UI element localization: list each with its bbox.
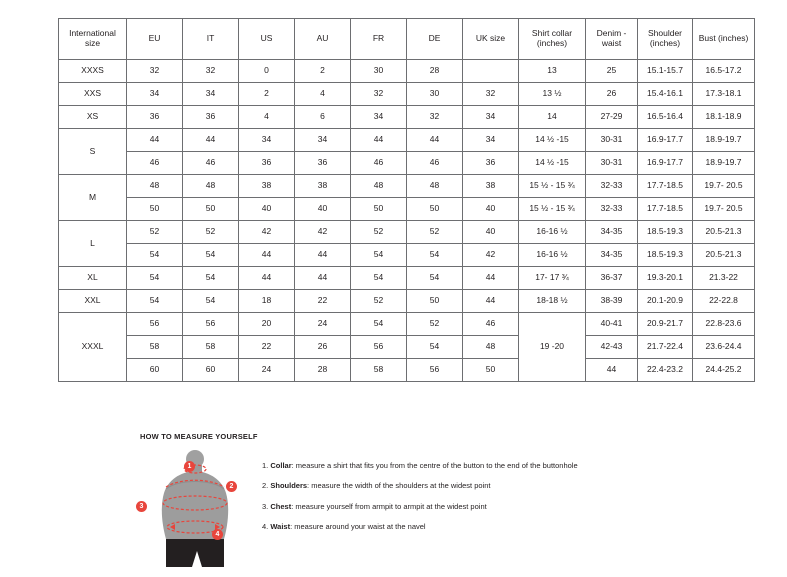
cell-de: 50: [407, 290, 463, 313]
column-header-it: IT: [183, 19, 239, 60]
cell-eu: 60: [127, 359, 183, 382]
column-header-eu: EU: [127, 19, 183, 60]
cell-uk: [463, 60, 519, 83]
cell-fr: 48: [351, 175, 407, 198]
cell-de: 46: [407, 152, 463, 175]
cell-uk: 32: [463, 83, 519, 106]
cell-de: 48: [407, 175, 463, 198]
cell-shirt-collar: 16-16 ½: [519, 221, 586, 244]
cell-us: 40: [239, 198, 295, 221]
cell-denim-waist: 32-33: [586, 198, 638, 221]
cell-de: 54: [407, 267, 463, 290]
cell-au: 44: [295, 244, 351, 267]
body-measurement-diagram: [140, 447, 250, 572]
size-table-container: [58, 18, 749, 382]
cell-bust: 16.5-17.2: [693, 60, 755, 83]
cell-eu: 58: [127, 336, 183, 359]
measure-step-collar: [262, 461, 578, 470]
step-label: Waist: [270, 522, 291, 532]
cell-au: 28: [295, 359, 351, 382]
cell-shoulder: 15.1-15.7: [638, 60, 693, 83]
step-label: Shoulders: [270, 481, 308, 491]
cell-denim-waist: 42-43: [586, 336, 638, 359]
cell-it: 48: [183, 175, 239, 198]
cell-uk: 36: [463, 152, 519, 175]
cell-fr: 52: [351, 290, 407, 313]
cell-denim-waist: 38-39: [586, 290, 638, 313]
cell-shirt-collar: 16-16 ½: [519, 244, 586, 267]
cell-shoulder: 17.7-18.5: [638, 198, 693, 221]
diagram-marker-2: 2: [226, 481, 237, 492]
cell-us: 36: [239, 152, 295, 175]
table-row: [59, 152, 755, 175]
cell-uk: 46: [463, 313, 519, 336]
cell-fr: 50: [351, 198, 407, 221]
cell-shirt-collar: 15 ½ - 15 ¾: [519, 198, 586, 221]
how-to-measure-section: [140, 432, 740, 572]
column-header-uk-size: UK size: [463, 19, 519, 60]
how-to-measure-title: HOW TO MEASURE YOURSELF: [140, 432, 258, 441]
cell-denim-waist: 34-35: [586, 244, 638, 267]
cell-au: 6: [295, 106, 351, 129]
cell-de: 44: [407, 129, 463, 152]
cell-denim-waist: 34-35: [586, 221, 638, 244]
cell-bust: 18.9-19.7: [693, 129, 755, 152]
cell-it: 58: [183, 336, 239, 359]
cell-de: 56: [407, 359, 463, 382]
table-row: [59, 313, 755, 336]
cell-shirt-collar: 15 ½ - 15 ¾: [519, 175, 586, 198]
cell-au: 26: [295, 336, 351, 359]
cell-bust: 21.3-22: [693, 267, 755, 290]
step-number: 2.: [262, 481, 269, 491]
cell-fr: 54: [351, 313, 407, 336]
cell-us: 44: [239, 267, 295, 290]
cell-it: 54: [183, 267, 239, 290]
cell-au: 42: [295, 221, 351, 244]
cell-bust: 18.9-19.7: [693, 152, 755, 175]
cell-fr: 30: [351, 60, 407, 83]
cell-fr: 54: [351, 244, 407, 267]
cell-shirt-collar: 19 -20: [519, 313, 586, 382]
cell-eu: 54: [127, 267, 183, 290]
cell-au: 40: [295, 198, 351, 221]
size-table-header: [59, 19, 755, 60]
column-header-us: US: [239, 19, 295, 60]
cell-eu: 44: [127, 129, 183, 152]
cell-denim-waist: 44: [586, 359, 638, 382]
cell-shoulder: 18.5-19.3: [638, 244, 693, 267]
cell-shirt-collar: 14 ½ -15: [519, 129, 586, 152]
step-label: Chest: [270, 501, 292, 511]
cell-us: 24: [239, 359, 295, 382]
table-row: [59, 244, 755, 267]
cell-eu: 34: [127, 83, 183, 106]
cell-us: 38: [239, 175, 295, 198]
cell-shoulder: 19.3-20.1: [638, 267, 693, 290]
cell-us: 42: [239, 221, 295, 244]
cell-denim-waist: 36-37: [586, 267, 638, 290]
cell-au: 24: [295, 313, 351, 336]
table-row: [59, 336, 755, 359]
table-row: [59, 106, 755, 129]
cell-it: 36: [183, 106, 239, 129]
cell-shirt-collar: 14: [519, 106, 586, 129]
cell-it: 56: [183, 313, 239, 336]
diagram-marker-4: 4: [212, 529, 223, 540]
cell-uk: 44: [463, 267, 519, 290]
cell-eu: 32: [127, 60, 183, 83]
cell-denim-waist: 30-31: [586, 152, 638, 175]
cell-eu: 56: [127, 313, 183, 336]
cell-fr: 32: [351, 83, 407, 106]
cell-it: 54: [183, 244, 239, 267]
cell-shoulder: 16.5-16.4: [638, 106, 693, 129]
cell-it: 54: [183, 290, 239, 313]
cell-shoulder: 22.4-23.2: [638, 359, 693, 382]
cell-shirt-collar: 13 ½: [519, 83, 586, 106]
step-number: 3.: [262, 501, 269, 511]
cell-eu: 36: [127, 106, 183, 129]
mannequin-illustration: [140, 447, 250, 572]
table-row: [59, 129, 755, 152]
cell-de: 28: [407, 60, 463, 83]
cell-shoulder: 16.9-17.7: [638, 152, 693, 175]
table-header-row: [59, 19, 755, 60]
cell-it: 52: [183, 221, 239, 244]
measure-step-waist: [262, 522, 578, 531]
cell-shoulder: 20.1-20.9: [638, 290, 693, 313]
table-row: [59, 83, 755, 106]
cell-de: 54: [407, 336, 463, 359]
cell-us: 22: [239, 336, 295, 359]
size-table: [58, 18, 755, 382]
cell-de: 50: [407, 198, 463, 221]
cell-us: 18: [239, 290, 295, 313]
cell-denim-waist: 25: [586, 60, 638, 83]
cell-fr: 44: [351, 129, 407, 152]
measure-step-shoulders: [262, 481, 578, 490]
cell-it: 50: [183, 198, 239, 221]
cell-it: 44: [183, 129, 239, 152]
cell-au: 4: [295, 83, 351, 106]
table-row: [59, 290, 755, 313]
table-row: [59, 198, 755, 221]
cell-bust: 22.8-23.6: [693, 313, 755, 336]
cell-denim-waist: 40-41: [586, 313, 638, 336]
cell-us: 0: [239, 60, 295, 83]
cell-international-size: XXXL: [59, 313, 127, 382]
cell-international-size: XL: [59, 267, 127, 290]
cell-uk: 34: [463, 106, 519, 129]
step-number: 1.: [262, 461, 269, 470]
cell-uk: 40: [463, 221, 519, 244]
measure-steps-list: [262, 447, 578, 543]
cell-international-size: L: [59, 221, 127, 267]
cell-uk: 38: [463, 175, 519, 198]
cell-au: 36: [295, 152, 351, 175]
column-header-shoulder: Shoulder (inches): [638, 19, 693, 60]
cell-fr: 34: [351, 106, 407, 129]
cell-shoulder: 18.5-19.3: [638, 221, 693, 244]
diagram-marker-3: 3: [136, 501, 147, 512]
column-header-bust: Bust (inches): [693, 19, 755, 60]
cell-it: 32: [183, 60, 239, 83]
cell-us: 4: [239, 106, 295, 129]
cell-bust: 18.1-18.9: [693, 106, 755, 129]
column-header-denim-waist: Denim - waist: [586, 19, 638, 60]
cell-au: 38: [295, 175, 351, 198]
cell-de: 30: [407, 83, 463, 106]
step-text: : measure yourself from armpit to armpit at the widest point: [291, 501, 487, 511]
cell-de: 32: [407, 106, 463, 129]
cell-it: 60: [183, 359, 239, 382]
cell-us: 34: [239, 129, 295, 152]
step-number: 4.: [262, 522, 269, 532]
cell-it: 46: [183, 152, 239, 175]
column-header-international-size: International size: [59, 19, 127, 60]
cell-eu: 48: [127, 175, 183, 198]
table-row: [59, 359, 755, 382]
column-header-shirt-collar: Shirt collar (inches): [519, 19, 586, 60]
cell-eu: 46: [127, 152, 183, 175]
cell-au: 44: [295, 267, 351, 290]
cell-fr: 46: [351, 152, 407, 175]
cell-it: 34: [183, 83, 239, 106]
step-text: : measure a shirt that fits you from the centre of the button to the end of the buttonhole: [291, 461, 578, 470]
cell-shirt-collar: 13: [519, 60, 586, 83]
cell-shirt-collar: 17- 17 ¾: [519, 267, 586, 290]
cell-fr: 54: [351, 267, 407, 290]
cell-shirt-collar: 14 ½ -15: [519, 152, 586, 175]
cell-uk: 50: [463, 359, 519, 382]
cell-shoulder: 16.9-17.7: [638, 129, 693, 152]
cell-fr: 58: [351, 359, 407, 382]
cell-fr: 52: [351, 221, 407, 244]
column-header-au: AU: [295, 19, 351, 60]
table-row: [59, 267, 755, 290]
cell-uk: 40: [463, 198, 519, 221]
cell-de: 54: [407, 244, 463, 267]
cell-international-size: M: [59, 175, 127, 221]
column-header-fr: FR: [351, 19, 407, 60]
size-table-body: [59, 60, 755, 382]
how-to-measure-body: [140, 447, 740, 572]
step-text: : measure around your waist at the navel: [290, 522, 426, 532]
cell-shoulder: 17.7-18.5: [638, 175, 693, 198]
cell-eu: 52: [127, 221, 183, 244]
cell-de: 52: [407, 313, 463, 336]
cell-shoulder: 21.7-22.4: [638, 336, 693, 359]
cell-denim-waist: 26: [586, 83, 638, 106]
cell-uk: 44: [463, 290, 519, 313]
cell-bust: 24.4-25.2: [693, 359, 755, 382]
column-header-de: DE: [407, 19, 463, 60]
measure-step-chest: [262, 502, 578, 511]
cell-bust: 17.3-18.1: [693, 83, 755, 106]
cell-bust: 20.5-21.3: [693, 244, 755, 267]
step-text: : measure the width of the shoulders at the widest point: [307, 481, 491, 491]
cell-bust: 22-22.8: [693, 290, 755, 313]
cell-bust: 19.7- 20.5: [693, 198, 755, 221]
cell-uk: 34: [463, 129, 519, 152]
table-row: [59, 221, 755, 244]
cell-au: 2: [295, 60, 351, 83]
cell-denim-waist: 30-31: [586, 129, 638, 152]
cell-us: 20: [239, 313, 295, 336]
cell-shirt-collar: 18-18 ½: [519, 290, 586, 313]
step-label: Collar: [270, 461, 292, 470]
cell-uk: 42: [463, 244, 519, 267]
cell-us: 44: [239, 244, 295, 267]
table-row: [59, 175, 755, 198]
cell-denim-waist: 32-33: [586, 175, 638, 198]
cell-au: 34: [295, 129, 351, 152]
cell-bust: 20.5-21.3: [693, 221, 755, 244]
diagram-marker-1: 1: [184, 461, 195, 472]
cell-shoulder: 15.4-16.1: [638, 83, 693, 106]
cell-international-size: XXL: [59, 290, 127, 313]
cell-us: 2: [239, 83, 295, 106]
cell-eu: 54: [127, 290, 183, 313]
cell-de: 52: [407, 221, 463, 244]
cell-eu: 50: [127, 198, 183, 221]
cell-international-size: XXXS: [59, 60, 127, 83]
cell-shoulder: 20.9-21.7: [638, 313, 693, 336]
cell-fr: 56: [351, 336, 407, 359]
cell-denim-waist: 27-29: [586, 106, 638, 129]
cell-eu: 54: [127, 244, 183, 267]
cell-bust: 19.7- 20.5: [693, 175, 755, 198]
cell-international-size: XS: [59, 106, 127, 129]
cell-au: 22: [295, 290, 351, 313]
cell-international-size: S: [59, 129, 127, 175]
table-row: [59, 60, 755, 83]
cell-uk: 48: [463, 336, 519, 359]
cell-international-size: XXS: [59, 83, 127, 106]
cell-bust: 23.6-24.4: [693, 336, 755, 359]
